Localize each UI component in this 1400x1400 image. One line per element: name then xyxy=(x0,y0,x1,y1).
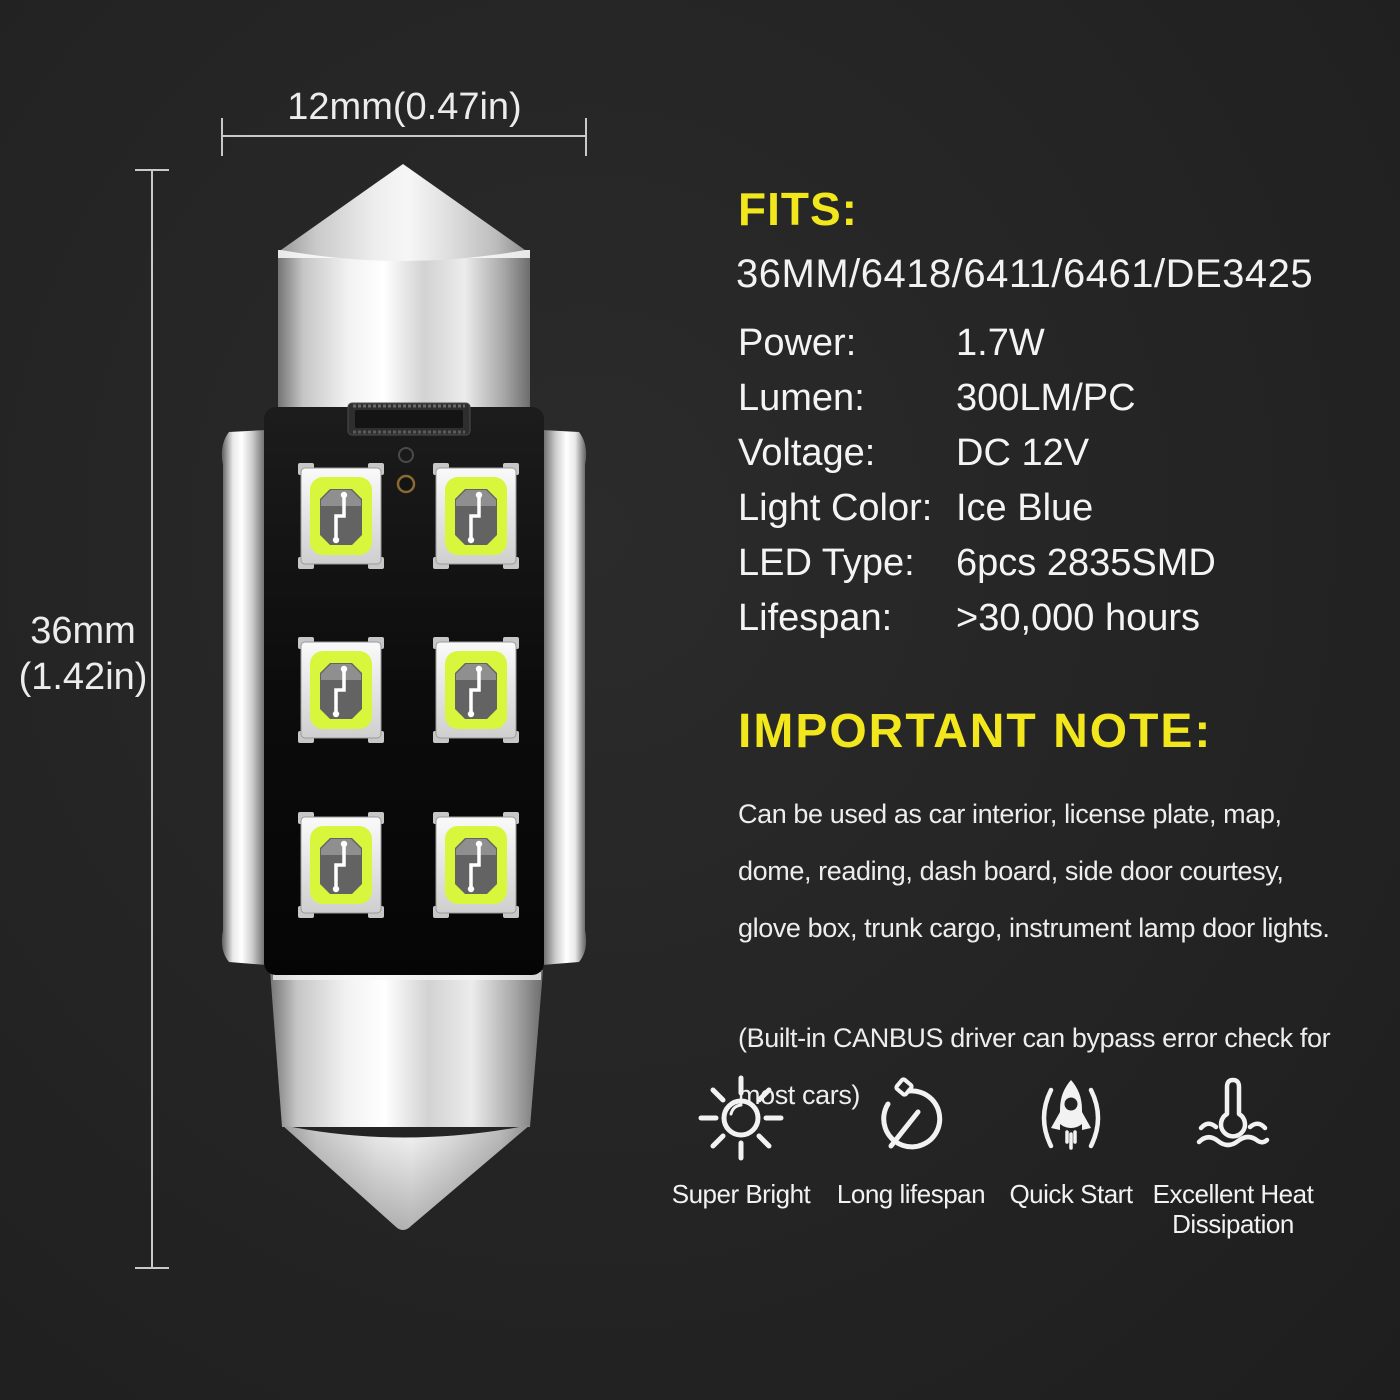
feature-label: Long lifespan xyxy=(836,1179,986,1209)
width-dimension-tick-left xyxy=(221,118,223,156)
circular-arrow-icon xyxy=(867,1074,955,1162)
spec-row xyxy=(738,316,1378,371)
spec-row xyxy=(738,371,1378,426)
top-cap xyxy=(278,250,530,408)
feature-label: Super Bright xyxy=(671,1179,811,1209)
led-chip xyxy=(433,812,519,918)
spec-row xyxy=(738,536,1378,591)
side-rail-left xyxy=(222,430,266,965)
sun-icon xyxy=(697,1074,785,1162)
led-chip xyxy=(298,637,384,743)
width-dimension-line xyxy=(222,135,587,137)
spec-value: 6pcs 2835SMD xyxy=(956,542,1216,584)
bulb-image xyxy=(215,160,595,1250)
canbus-line: (Built-in CANBUS driver can bypass error check for xyxy=(738,1023,1331,1053)
spec-value: DC 12V xyxy=(956,432,1090,474)
height-label-line2: (1.42in) xyxy=(18,656,148,698)
led-chip xyxy=(298,463,384,569)
solder-dot-gold xyxy=(398,476,414,492)
solder-dot-top xyxy=(399,448,413,462)
spec-row xyxy=(738,426,1378,481)
spec-table xyxy=(738,316,1378,646)
top-cone xyxy=(281,164,525,261)
spec-value: Ice Blue xyxy=(956,487,1094,529)
width-dimension-label: 12mm(0.47in) xyxy=(287,86,522,128)
canbus-line: most cars) xyxy=(738,1080,861,1110)
rocket-icon xyxy=(1027,1074,1115,1162)
led-chip xyxy=(298,812,384,918)
feature-label: Quick Start xyxy=(1009,1179,1133,1209)
height-dimension-tick-bottom xyxy=(135,1267,169,1269)
note-line: glove box, trunk cargo, instrument lamp door lights. xyxy=(738,913,1330,943)
spec-row xyxy=(738,591,1378,646)
spec-value: 300LM/PC xyxy=(956,377,1136,419)
spec-label: Light Color: xyxy=(738,487,933,529)
spec-label: Power: xyxy=(738,322,857,364)
bottom-cap xyxy=(270,970,543,1127)
spec-row xyxy=(738,481,1378,536)
spec-value: 1.7W xyxy=(956,322,1045,364)
spec-label: Lifespan: xyxy=(738,597,893,639)
height-dimension-tick-top xyxy=(135,169,169,171)
side-rail-right xyxy=(542,430,586,965)
feature-heat-dissipation xyxy=(1138,1074,1328,1239)
pcb-connector xyxy=(348,403,470,435)
led-chip xyxy=(433,463,519,569)
important-note-body xyxy=(738,786,1400,957)
height-dimension-label xyxy=(8,608,158,700)
spec-label: Voltage: xyxy=(738,432,876,474)
feature-quick-start xyxy=(986,1074,1156,1209)
height-label-line1: 36mm xyxy=(30,610,136,652)
spec-label: Lumen: xyxy=(738,377,865,419)
note-line: Can be used as car interior, license plate, map, xyxy=(738,799,1282,829)
width-dimension-tick-right xyxy=(585,118,587,156)
spec-value: >30,000 hours xyxy=(956,597,1201,639)
spec-label: LED Type: xyxy=(738,542,915,584)
fits-heading: FITS: xyxy=(738,183,858,235)
thermometer-icon xyxy=(1189,1074,1277,1162)
led-chip xyxy=(433,637,519,743)
note-line: dome, reading, dash board, side door courtesy, xyxy=(738,856,1284,886)
important-note-heading: IMPORTANT NOTE: xyxy=(738,705,1213,758)
feature-super-bright xyxy=(656,1074,826,1209)
feature-long-lifespan xyxy=(821,1074,1001,1209)
height-dimension-line xyxy=(151,170,153,1268)
feature-label: Excellent Heat Dissipation xyxy=(1152,1179,1314,1239)
fits-models: 36MM/6418/6411/6461/DE3425 xyxy=(736,252,1314,296)
